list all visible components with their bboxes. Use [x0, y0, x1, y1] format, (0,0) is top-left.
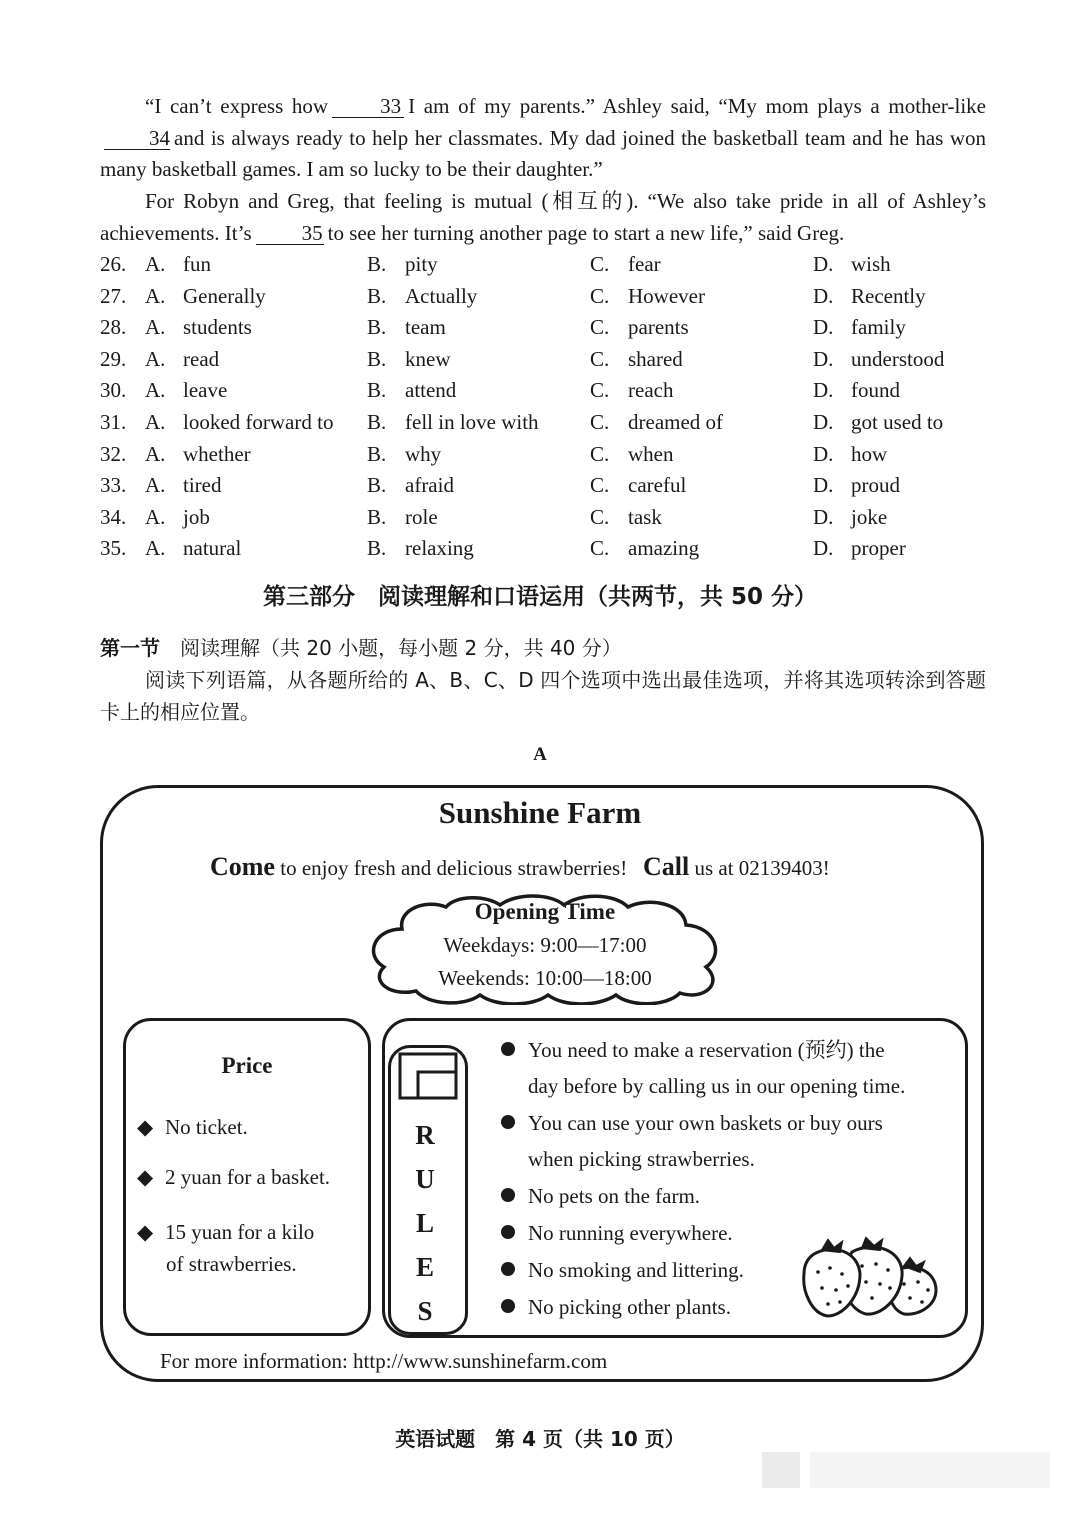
farm-tagline: Come to enjoy fresh and delicious strawberries! Call us at 02139403! — [210, 852, 830, 881]
question-row — [100, 502, 980, 534]
option-a: A. read — [145, 346, 220, 371]
rules-letter: R — [415, 1120, 435, 1150]
option-c: C. when — [590, 441, 674, 466]
blank-35: 35 — [256, 222, 324, 245]
question-row — [100, 375, 980, 407]
option-d: D. wish — [813, 252, 891, 276]
bullet-icon — [501, 1262, 515, 1276]
option-a: A. leave — [145, 378, 228, 403]
question-row — [100, 281, 980, 313]
option-d: D. found — [813, 378, 900, 403]
option-c: C. fear — [590, 252, 661, 276]
option-c: C. However — [590, 283, 705, 308]
question-number: 31. — [100, 410, 127, 434]
rule-item: You can use your own baskets or buy ours when picking strawberries. — [501, 1105, 926, 1177]
passage-paragraph-2: For Robyn and Greg, that feeling is mutual (相互的). “We also take pride in all of Ashley’s achievements. It’s 35 to see her turning another page to start a new life,” said Greg. — [100, 189, 986, 245]
option-b: B. knew — [367, 346, 451, 371]
rule-item: No running everywhere. — [501, 1215, 926, 1251]
option-b: B. fell in love with — [367, 410, 539, 434]
option-c: C. parents — [590, 315, 689, 340]
option-b: B. role — [367, 504, 438, 529]
price-item-continuation: of strawberries. — [166, 1252, 297, 1276]
option-a: A. looked forward to — [145, 410, 334, 434]
rule-item: No picking other plants. — [501, 1289, 926, 1325]
option-a: A. job — [145, 504, 210, 529]
rule-item: No pets on the farm. — [501, 1178, 926, 1214]
option-d: D. got used to — [813, 410, 944, 434]
question-number: 29. — [100, 346, 127, 371]
option-d: D. joke — [813, 504, 888, 529]
question-row — [100, 344, 980, 376]
farm-title: Sunshine Farm — [438, 795, 642, 830]
scan-artifact — [810, 1452, 1050, 1488]
question-number: 33. — [100, 473, 127, 498]
scan-artifact — [762, 1452, 800, 1488]
bullet-icon — [501, 1115, 515, 1129]
opening-time-title: Opening Time — [474, 899, 616, 924]
price-title: Price — [221, 1053, 273, 1078]
option-d: D. proud — [813, 473, 900, 498]
section-title: 阅读理解（共 20 小题，每小题 2 分，共 40 分） — [180, 636, 622, 660]
option-c: C. reach — [590, 378, 674, 403]
more-info-link: For more information: http://www.sunshinefarm.com — [160, 1349, 608, 1373]
question-number: 34. — [100, 504, 127, 529]
question-row — [100, 249, 980, 281]
option-b: B. relaxing — [367, 536, 474, 561]
price-item: ◆ No ticket. — [137, 1110, 248, 1144]
option-b: B. why — [367, 441, 442, 466]
option-a: A. tired — [145, 473, 222, 498]
question-row — [100, 312, 980, 344]
option-d: D. understood — [813, 346, 945, 371]
option-c: C. dreamed of — [590, 410, 724, 434]
weekends-hours: Weekends: 10:00—18:00 — [438, 966, 652, 990]
question-number: 26. — [100, 252, 127, 276]
section-instruction: 阅读下列语篇，从各题所给的 A、B、C、D 四个选项中选出最佳选项，并将其选项转涂到答题卡上的相应位置。 — [100, 668, 986, 724]
question-number: 32. — [100, 441, 127, 466]
question-row — [100, 439, 980, 471]
question-number: 28. — [100, 315, 127, 340]
rule-item: No smoking and littering. — [501, 1252, 926, 1288]
part-three-title: 第三部分 阅读理解和口语运用（共两节，共 50 分） — [262, 584, 818, 610]
option-b: B. attend — [367, 378, 457, 403]
option-b: B. afraid — [367, 473, 454, 498]
option-b: B. Actually — [367, 283, 478, 308]
blank-34: 34 — [104, 127, 170, 150]
question-row — [100, 407, 980, 439]
strawberries-icon — [800, 1236, 942, 1320]
blank-33: 33 — [332, 95, 404, 118]
bullet-icon — [501, 1188, 515, 1202]
rules-letter: U — [415, 1164, 435, 1194]
section-heading — [100, 632, 622, 661]
price-item: ◆ 2 yuan for a basket. — [137, 1160, 330, 1194]
option-c: C. shared — [590, 346, 683, 371]
bullet-icon — [501, 1225, 515, 1239]
page-footer: 英语试题 第 4 页（共 10 页） — [395, 1427, 685, 1451]
weekdays-hours: Weekdays: 9:00—17:00 — [443, 933, 647, 957]
passage-paragraph-1: “I can’t express how 33 I am of my parents.” Ashley said, “My mom plays a mother-like34 and is always ready to help her classmates. My dad joined the basketball team and he has won many basketball games. I am so lucky to be their daughter.” — [100, 94, 986, 181]
option-c: C. careful — [590, 473, 687, 498]
diamond-icon: ◆ — [137, 1115, 154, 1139]
option-a: A. whether — [145, 441, 251, 466]
rule-item: You need to make a reservation (预约) the day before by calling us in our opening time. — [501, 1032, 926, 1104]
question-number: 30. — [100, 378, 127, 403]
diamond-icon: ◆ — [137, 1165, 154, 1189]
option-c: C. task — [590, 504, 662, 529]
option-a: A. students — [145, 315, 252, 340]
passage-label: A — [533, 744, 547, 765]
question-number: 27. — [100, 283, 127, 308]
question-number: 35. — [100, 536, 127, 561]
section-label: 第一节 — [100, 636, 160, 660]
option-a: A. Generally — [145, 283, 266, 308]
option-d: D. Recently — [813, 283, 926, 308]
price-item: ◆ 15 yuan for a kilo — [137, 1215, 314, 1249]
question-row — [100, 533, 980, 565]
option-c: C. amazing — [590, 536, 700, 561]
option-d: D. how — [813, 441, 888, 466]
folder-corner-icon — [398, 1052, 460, 1102]
rules-letter: E — [415, 1252, 434, 1282]
option-a: A. fun — [145, 252, 211, 276]
rules-letter: S — [417, 1296, 433, 1326]
diamond-icon: ◆ — [137, 1220, 154, 1244]
option-b: B. team — [367, 315, 446, 340]
bullet-icon — [501, 1042, 515, 1056]
option-d: D. family — [813, 315, 906, 340]
question-row — [100, 470, 980, 502]
option-d: D. proper — [813, 536, 906, 561]
option-b: B. pity — [367, 252, 438, 276]
rules-letter: L — [415, 1208, 434, 1238]
option-a: A. natural — [145, 536, 242, 561]
bullet-icon — [501, 1299, 515, 1313]
